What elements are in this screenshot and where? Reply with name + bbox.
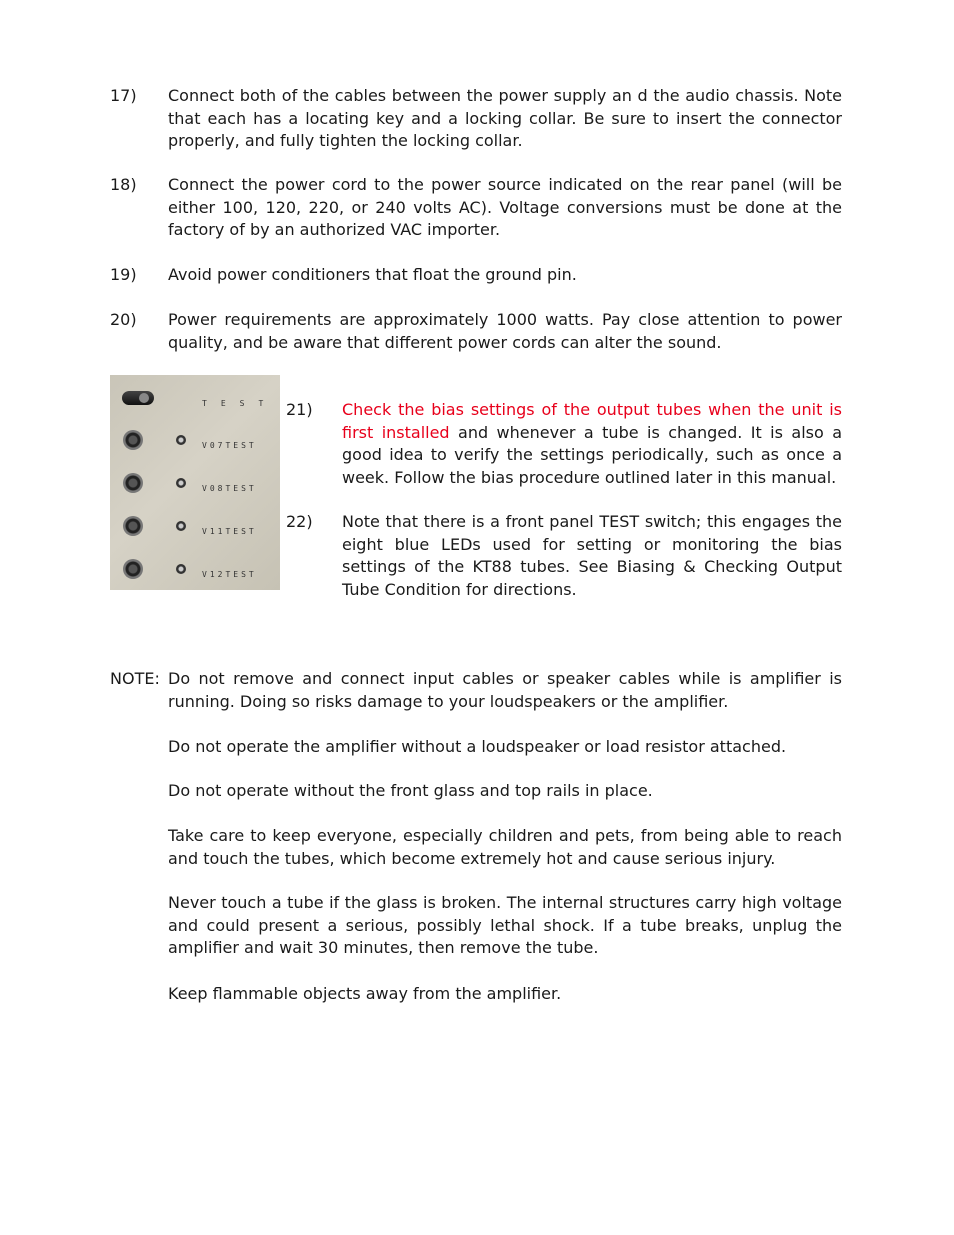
panel-label: V11TEST [202, 527, 257, 536]
led-icon [176, 521, 186, 531]
panel-header-label: TEST [202, 399, 278, 408]
led-icon [176, 564, 186, 574]
note-paragraph: Do not operate the amplifier without a loudspeaker or load resistor attached. [168, 737, 787, 756]
bias-knob-icon [123, 516, 143, 536]
bias-knob-icon [123, 559, 143, 579]
item-number: 18) [110, 175, 137, 194]
item-number: 19) [110, 265, 137, 284]
list-item-20 [110, 309, 842, 354]
note-paragraph: Keep flammable objects away from the amplifier. [168, 984, 562, 1003]
list-item-17 [110, 85, 842, 153]
bias-knob-icon [123, 430, 143, 450]
item-text: Note that there is a front panel TEST switch; this engages the eight blue LEDs used for setting or monitoring the bias settings of the KT88 tubes. See Biasing & Checking Output Tube Condition for directions. [342, 512, 842, 599]
item-number: 20) [110, 310, 137, 329]
item-text: Connect both of the cables between the power supply an d the audio chassis. Note that each has a locating key and a locking collar. Be sure to insert the connector properly, and fully tighten the locking collar. [168, 86, 842, 150]
item-text: Connect the power cord to the power source indicated on the rear panel (will be either 100, 120, 220, or 240 volts AC). Voltage conversions must be done at the factory of by an authorized VAC importer. [168, 175, 842, 239]
note-label: NOTE: [110, 669, 160, 688]
item-number: 21) [286, 400, 313, 419]
panel-label: V12TEST [202, 570, 257, 579]
item-text [342, 399, 842, 489]
bias-knob-icon [123, 473, 143, 493]
list-item-22 [286, 511, 842, 601]
list-item-18 [110, 174, 842, 242]
item-text-rest: and whenever a tube is changed. It is also a good idea to verify the settings periodically, such as once a week. Follow the bias procedure outlined later in this manual. [342, 422, 843, 487]
note-paragraph: Take care to keep everyone, especially children and pets, from being able to reach and touch the tubes, which become extremely hot and cause serious injury. [168, 826, 842, 868]
note-paragraph: Do not remove and connect input cables or speaker cables while is amplifier is running. Doing so risks damage to your loudspeakers or the amplifier. [168, 669, 842, 711]
test-switch-icon [122, 391, 154, 405]
item-text: Power requirements are approximately 1000 watts. Pay close attention to power quality, and be aware that different power cords can alter the sound. [168, 310, 842, 352]
panel-label: V07TEST [202, 441, 257, 450]
list-item-19 [110, 264, 842, 287]
bias-warning-highlight: Check the bias settings of the output tubes when the unit is first installed [342, 400, 842, 442]
item-number: 17) [110, 86, 137, 105]
led-icon [176, 478, 186, 488]
note-paragraph: Never touch a tube if the glass is broken. The internal structures carry high voltage and could present a serious, possibly lethal shock. If a tube breaks, unplug the amplifier and wait 30 minutes, then remove the tube. [168, 893, 842, 957]
list-item-21 [286, 399, 842, 489]
front-panel-photo [110, 375, 280, 590]
led-icon [176, 435, 186, 445]
item-number: 22) [286, 512, 313, 531]
item-text: Avoid power conditioners that float the ground pin. [168, 265, 577, 284]
panel-label: V08TEST [202, 484, 257, 493]
note-paragraph: Do not operate without the front glass and top rails in place. [168, 781, 653, 800]
